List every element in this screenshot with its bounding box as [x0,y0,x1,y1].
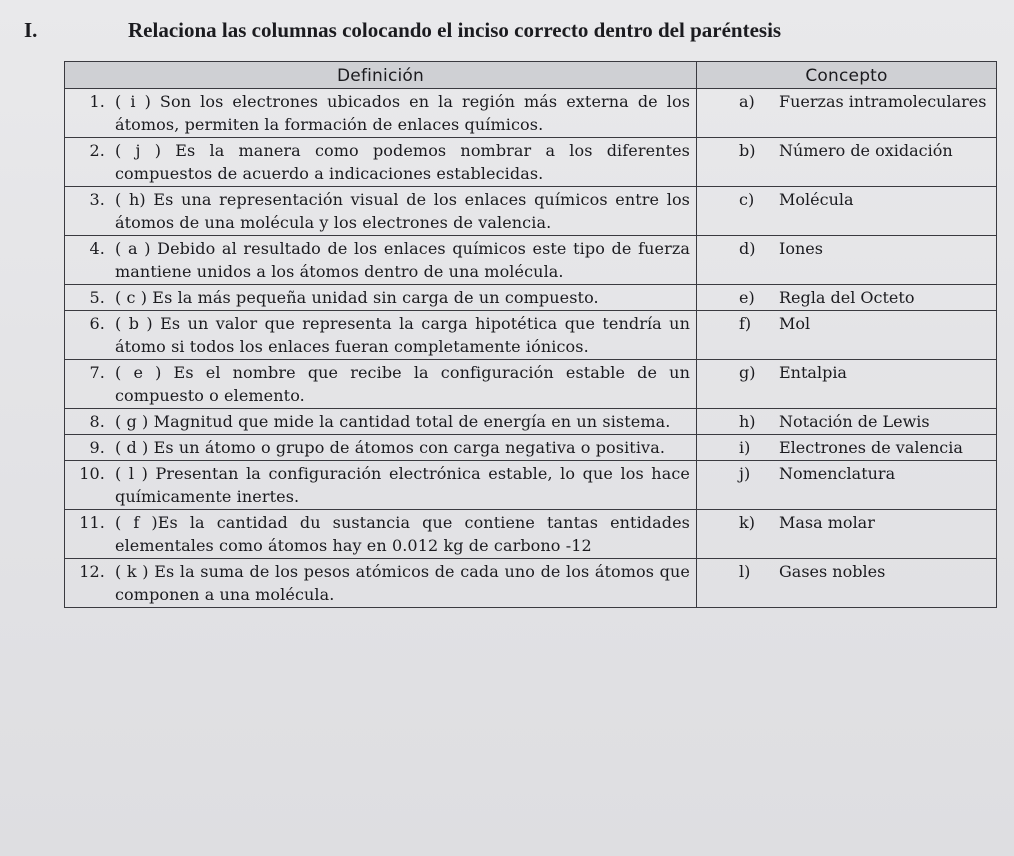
concept-item [705,139,990,162]
table-row [65,559,997,608]
item-number: 2. [89,141,105,160]
concept-letter: a) [739,92,755,111]
concept-item [705,560,990,583]
definition-item [73,90,690,136]
concept-term: Masa molar [779,513,875,532]
concept-term: Gases nobles [779,562,886,581]
definition-cell [65,435,697,461]
concept-cell [697,138,997,187]
concept-term: Mol [779,314,811,333]
item-number: 12. [79,562,105,581]
table-row [65,435,997,461]
concept-item [705,511,990,534]
concept-letter: e) [739,288,755,307]
definition-item [73,237,690,283]
concept-item [705,90,990,113]
concept-term: Regla del Octeto [779,288,915,307]
definition-text: ( b ) Es un valor que representa la carga hipotética que tendría un átomo si todos los enlaces fueran completamente iónicos. [115,314,690,356]
concept-letter: d) [739,239,756,258]
definition-text: ( i ) Son los electrones ubicados en la región más externa de los átomos, permiten la formación de enlaces químicos. [115,92,690,134]
item-number: 7. [89,363,105,382]
definition-text: ( l ) Presentan la configuración electrónica estable, lo que los hace químicamente inertes. [115,464,690,506]
definition-cell [65,559,697,608]
definition-cell [65,187,697,236]
header-definition: Definición [65,62,697,89]
concept-cell [697,187,997,236]
table-row [65,510,997,559]
concept-cell [697,360,997,409]
concept-letter: f) [739,314,752,333]
item-number: 6. [89,314,105,333]
header-concept: Concepto [697,62,997,89]
concept-item [705,286,990,309]
definition-cell [65,285,697,311]
concept-letter: g) [739,363,756,382]
concept-item [705,462,990,485]
concept-term: Electrones de valencia [779,438,963,457]
definition-text: ( e ) Es el nombre que recibe la configuración estable de un compuesto o elemento. [115,363,690,405]
definition-text: ( k ) Es la suma de los pesos atómicos de cada uno de los átomos que componen a una molécula. [115,562,690,604]
concept-term: Fuerzas intramoleculares [779,92,987,111]
item-number: 1. [89,92,105,111]
table-row [65,187,997,236]
instruction-text: Relaciona las columnas colocando el inciso correcto dentro del paréntesis [128,18,782,42]
item-number: 11. [79,513,105,532]
concept-term: Molécula [779,190,854,209]
item-number: 9. [89,438,105,457]
table-row [65,236,997,285]
item-number: 8. [89,412,105,431]
table-row [65,461,997,510]
concept-cell [697,559,997,608]
table-row [65,311,997,360]
concept-item [705,361,990,384]
definition-cell [65,311,697,360]
definition-text: ( d ) Es un átomo o grupo de átomos con carga negativa o positiva. [115,438,666,457]
table-row [65,89,997,138]
matching-table [64,61,997,608]
item-number: 4. [89,239,105,258]
definition-item [73,188,690,234]
concept-item [705,237,990,260]
definition-item [73,139,690,185]
definition-text: ( g ) Magnitud que mide la cantidad total de energía en un sistema. [115,412,671,431]
definition-text: ( c ) Es la más pequeña unidad sin carga de un compuesto. [115,288,599,307]
concept-cell [697,311,997,360]
definition-item [73,312,690,358]
definition-text: ( a ) Debido al resultado de los enlaces químicos este tipo de fuerza mantiene unidos a los átomos dentro de una molécula. [115,239,690,281]
definition-cell [65,138,697,187]
definition-text: ( f )Es la cantidad du sustancia que contiene tantas entidades elementales como átomos hay en 0.012 kg de carbono -12 [115,513,690,555]
concept-term: Número de oxidación [779,141,953,160]
definition-cell [65,461,697,510]
item-number: 3. [89,190,105,209]
concept-cell [697,409,997,435]
definition-item [73,286,690,309]
concept-letter: k) [739,513,755,532]
concept-cell [697,89,997,138]
concept-letter: h) [739,412,756,431]
concept-letter: c) [739,190,755,209]
table-header-row [65,62,997,89]
concept-term: Entalpia [779,363,847,382]
definition-cell [65,409,697,435]
concept-item [705,188,990,211]
concept-item [705,436,990,459]
concept-letter: l) [739,562,751,581]
concept-term: Notación de Lewis [779,412,930,431]
table-row [65,409,997,435]
definition-item [73,436,690,459]
concept-cell [697,461,997,510]
concept-term: Iones [779,239,823,258]
table-row [65,285,997,311]
item-number: 5. [89,288,105,307]
definition-cell [65,360,697,409]
concept-item [705,312,990,335]
table-row [65,360,997,409]
concept-letter: i) [739,438,751,457]
table-body [65,89,997,608]
definition-item [73,462,690,508]
table-row [65,138,997,187]
definition-cell [65,89,697,138]
definition-item [73,560,690,606]
definition-item [73,511,690,557]
concept-cell [697,435,997,461]
definition-cell [65,236,697,285]
concept-item [705,410,990,433]
definition-text: ( j ) Es la manera como podemos nombrar a los diferentes compuestos de acuerdo a indicaciones establecidas. [115,141,690,183]
definition-item [73,410,690,433]
definition-text: ( h) Es una representación visual de los enlaces químicos entre los átomos de una molécula y los electrones de valencia. [115,190,690,232]
concept-term: Nomenclatura [779,464,896,483]
item-number: 10. [79,464,105,483]
concept-letter: j) [739,464,751,483]
definition-cell [65,510,697,559]
section-number: I. [24,18,38,42]
section-heading [24,18,994,43]
concept-letter: b) [739,141,756,160]
definition-item [73,361,690,407]
concept-cell [697,236,997,285]
concept-cell [697,510,997,559]
concept-cell [697,285,997,311]
